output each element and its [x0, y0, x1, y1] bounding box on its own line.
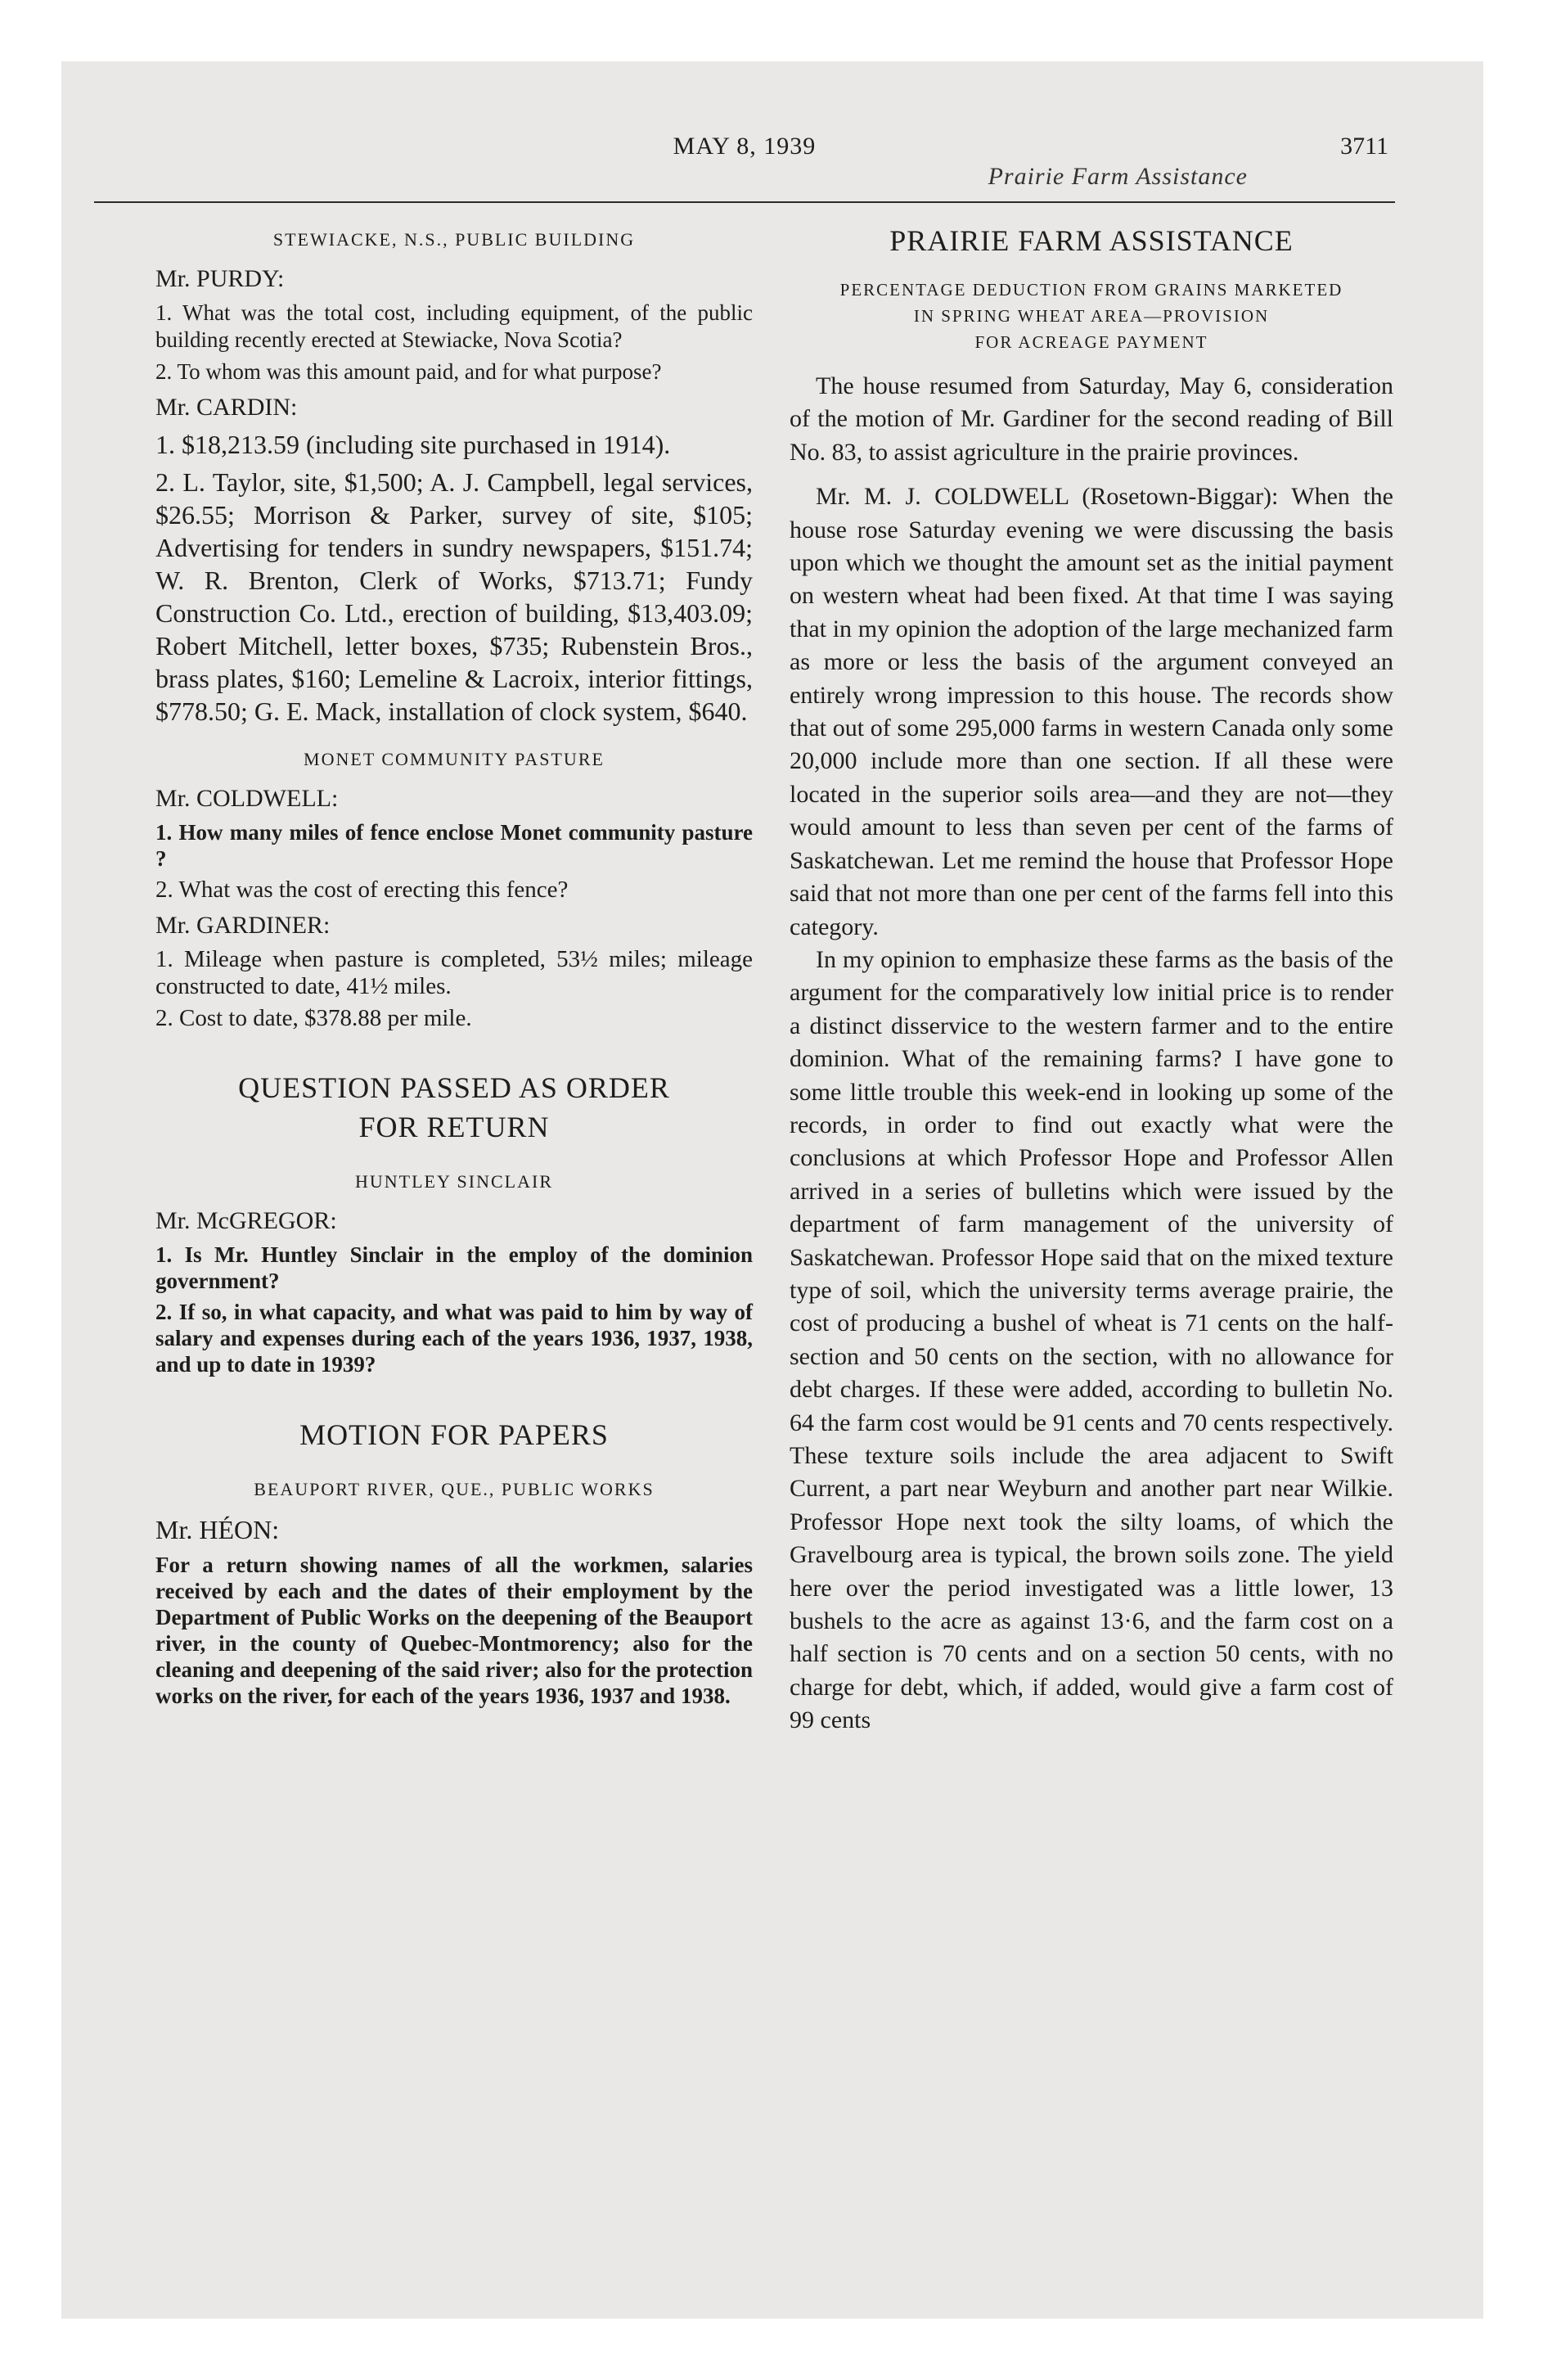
heading-motion-for-papers: MOTION FOR PAPERS [299, 1418, 609, 1451]
heading-line-2: FOR RETURN [358, 1111, 550, 1143]
answer-1: 1. $18,213.59 (including site purchased in 1914). [155, 430, 671, 459]
paragraph-2: Mr. M. J. COLDWELL (Rosetown-Biggar): When the house rose Saturday evening we were discussing the basis upon which we thought the amount set as the initial payment on western wheat had been fixed. At that time I was saying that in my opinion the adoption of the large mechanized farm as more or less the basis of the argument conveyed an entirely wrong impression to this house. The records show that out of some 295,000 farms in western Canada only some 20,000 include more than one section. If all these were located in the superior soils area—and they are not—they would amount to less than seven per cent of the farms of Saskatchewan. Let me remind the house that Professor Hope said that not more than one per cent of the farms fell into this category. [790, 483, 1393, 940]
question-2: 2. To whom was this amount paid, and for what purpose? [155, 359, 662, 384]
heading-question-passed [155, 1068, 753, 1147]
subtitle-line-1: PERCENTAGE DEDUCTION FROM GRAINS MARKETED [839, 280, 1343, 300]
answer-2: 2. L. Taylor, site, $1,500; A. J. Campbell, legal services, $26.55; Morrison & Parker, survey of site, $105; Advertising for tenders in sundry newspapers, $151.74; W. R. Brenton, Clerk of Works, $713.71; Fundy Construction Co. Ltd., erection of building, $13,403.09; Robert Mitchell, letter boxes, $735; Rubenstein Bros., brass plates, $160; Lemeline & Lacroix, interior fittings, $778.50; G. E. Mack, installation of clock system, $640. [155, 467, 753, 726]
paragraph-3: In my opinion to emphasize these farms as the basis of the argument for the comparatively low initial price is to render a distinct disservice to the western farmer and to the entire dominion. What of the remaining farms? I have gone to some little trouble this week-end in looking up some of the records, in order to find out exactly what were the conclusions at which Professor Hope and Professor Allen arrived in a series of bulletins which were issued by the department of farm management of the university of Saskatchewan. Professor Hope said that on the mixed texture type of soil, which the university terms average prairie, the cost of producing a bushel of wheat is 71 cents on the half-section and 50 cents on the section, with no allowance for debt charges. If these were added, according to bulletin No. 64 the farm cost would be 91 cents and 70 cents respectively. These texture soils include the area adjacent to Swift Current, a part near Weyburn and another part near Wilkie. Professor Hope next took the silty loams, of which the Gravelbourg area is typical, the brown soils zone. The yield here over the period investigated was a little lower, 13 bushels to the acre as against 13·6, and the farm cost on a half section is 70 cents and on a section 50 cents, with no charge for debt, which, if added, would give a farm cost of 99 cents [790, 945, 1393, 1734]
paragraph-1: The house resumed from Saturday, May 6, consideration of the motion of Mr. Gardiner for the second reading of Bill No. 83, to assist agriculture in the prairie provinces. [790, 372, 1393, 466]
question-2: 2. If so, in what capacity, and what was paid to him by way of salary and expenses during each of the years 1936, 1937, 1938, and up to date in 1939? [155, 1300, 753, 1377]
section-heading-sinclair: HUNTLEY SINCLAIR [355, 1171, 553, 1192]
page-number: 3711 [1340, 133, 1388, 160]
section-heading-stewiacke: STEWIACKE, N.S., PUBLIC BUILDING [272, 229, 636, 250]
motion-text: For a return showing names of all the workmen, salaries received by each and the dates of their employment by the Department of Public Works on the deepening of the Beauport river, in the county of Quebec-Montmorency; also for the cleaning and deepening of the said river; also for the protection works on the river, for each of the years 1936, 1937 and 1938. [155, 1553, 753, 1708]
speaker-heon: Mr. HÉON: [155, 1515, 280, 1544]
subtitle-line-3: FOR ACREAGE PAYMENT [974, 332, 1208, 352]
page-header [94, 71, 1395, 194]
speaker-gardiner: Mr. GARDINER: [155, 912, 331, 939]
right-column [790, 221, 1393, 1738]
left-column [155, 221, 753, 1714]
speaker-purdy: Mr. PURDY: [155, 265, 285, 292]
section-heading-monet: MONET COMMUNITY PASTURE [304, 749, 605, 769]
heading-line-1: QUESTION PASSED AS ORDER [238, 1071, 670, 1104]
article-title: PRAIRIE FARM ASSISTANCE [889, 224, 1294, 257]
subtitle-line-2: IN SPRING WHEAT AREA—PROVISION [913, 306, 1270, 326]
running-title: Prairie Farm Assistance [988, 163, 1248, 190]
speaker-mcgregor: Mr. McGREGOR: [155, 1207, 337, 1234]
answer-1: 1. Mileage when pasture is completed, 53½ miles; mileage constructed to date, 41½ miles. [155, 946, 753, 999]
article-subtitle [790, 277, 1393, 355]
question-2: 2. What was the cost of erecting this fence? [155, 877, 569, 903]
header-date: MAY 8, 1939 [673, 133, 817, 160]
question-1: 1. Is Mr. Huntley Sinclair in the employ of the dominion government? [155, 1242, 753, 1293]
answer-2: 2. Cost to date, $378.88 per mile. [155, 1005, 472, 1031]
question-1: 1. How many miles of fence enclose Monet community pasture ? [155, 820, 753, 871]
question-1: 1. What was the total cost, including equipment, of the public building recently erected at Stewiacke, Nova Scotia? [155, 300, 753, 352]
header-rule [94, 201, 1395, 203]
speaker-cardin: Mr. CARDIN: [155, 394, 298, 421]
section-heading-beauport: BEAUPORT RIVER, QUE., PUBLIC WORKS [254, 1479, 655, 1499]
speaker-coldwell: Mr. COLDWELL: [155, 785, 339, 812]
